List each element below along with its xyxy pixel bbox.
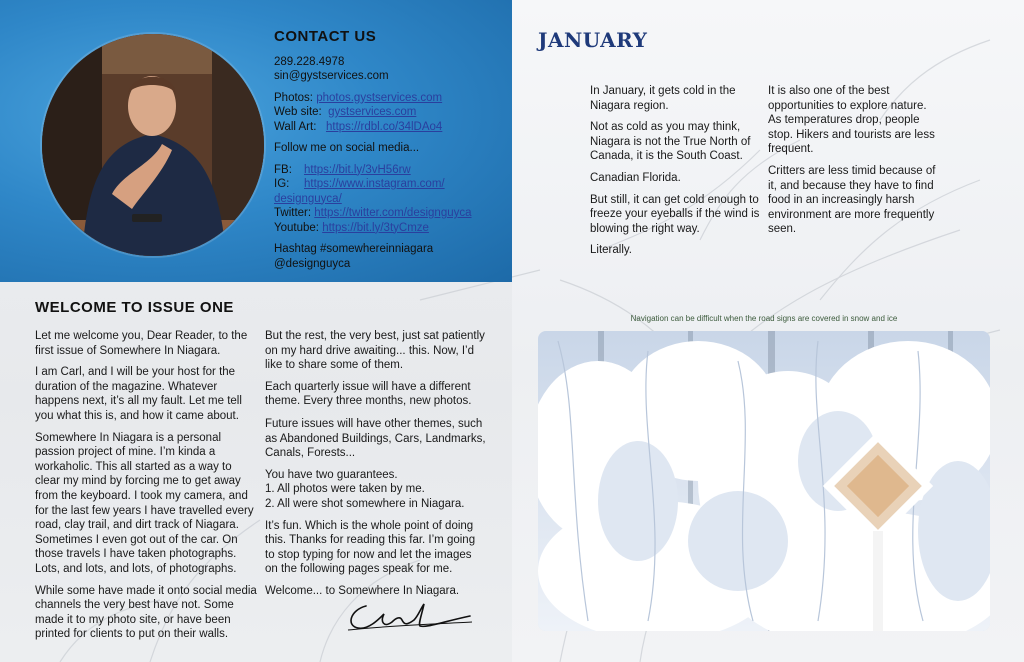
january-column-2 xyxy=(768,84,940,244)
january-title: JANUARY xyxy=(538,28,648,52)
paragraph: Canadian Florida. xyxy=(590,171,681,184)
snow-covered-sign-photo xyxy=(538,331,990,631)
website-link[interactable]: gystservices.com xyxy=(328,106,417,118)
contact-title: CONTACT US xyxy=(274,28,377,45)
fb-label: FB: xyxy=(274,163,292,176)
email-address: sin@gystservices.com xyxy=(274,70,389,82)
welcome-title: WELCOME TO ISSUE ONE xyxy=(35,299,234,316)
website-label: Web site: xyxy=(274,106,322,118)
paragraph: Somewhere In Niagara is a personal passion project of mine. I’m kinda a workaholic. This all started as a way to clear my mind by forcing me to get away from the keyboard. I took my camera, and for the last few years I have travelled every road, clay trail, and dirt track of Niagara. Sometimes I even got out of the car. On those travels I have taken photographs. Lots, and lots, and lots, of photographs. xyxy=(35,431,254,575)
photos-label: Photos: xyxy=(274,91,313,104)
paragraph: Literally. xyxy=(590,244,632,257)
hashtag-line: Hashtag #somewhereinniagara xyxy=(274,243,434,255)
guarantee-item: 2. All were shot somewhere in Niagara. xyxy=(265,497,465,510)
photos-link[interactable]: photos.gystservices.com xyxy=(316,91,443,104)
youtube-label: Youtube: xyxy=(274,221,319,234)
contact-panel xyxy=(0,0,512,282)
paragraph: Welcome... to Somewhere In Niagara. xyxy=(265,584,460,597)
contact-info xyxy=(274,30,504,271)
wallart-link[interactable]: https://rdbl.co/34lDAo4 xyxy=(325,120,443,133)
author-portrait xyxy=(42,34,264,256)
guarantee-item: 1. All photos were taken by me. xyxy=(265,483,425,496)
paragraph: Not as cold as you may think, Niagara is not the True North of Canada, it is the South Coast. xyxy=(590,121,751,163)
wallart-label: Wall Art: xyxy=(274,120,317,133)
paragraph: While some have made it onto social media channels the very best have not. Some made it to my photo site, or have been printed for clients to put on their walls. xyxy=(35,584,257,641)
paragraph: Each quarterly issue will have a different theme. Every three months, new photos. xyxy=(265,380,472,408)
paragraph: But still, it can get cold enough to freeze your eyeballs if the wind is blowing the right way. xyxy=(590,193,760,235)
january-column-1 xyxy=(590,84,762,265)
twitter-label: Twitter: xyxy=(274,207,312,219)
ig-link-continued[interactable]: designguyca/ xyxy=(274,192,342,205)
paragraph: But the rest, the very best, just sat patiently on my hard drive awaiting... this. Now, I’d like to share some of them. xyxy=(265,330,485,372)
paragraph: Let me welcome you, Dear Reader, to the first issue of Somewhere In Niagara. xyxy=(35,330,248,357)
paragraph: I am Carl, and I will be your host for the duration of the magazine. Whatever happens next, it’s all my fault. Let me tell you what this is, and how it came about. xyxy=(35,366,242,422)
paragraph: It’s fun. Which is the whole point of doing this. Thanks for reading this far. I’m going to stop typing for now and let the images on the following pages speak for me. xyxy=(265,519,476,576)
twitter-link[interactable]: https://twitter.com/designguyca xyxy=(314,207,472,219)
welcome-column-2 xyxy=(265,329,487,606)
photo-caption: Navigation can be difficult when the road signs are covered in snow and ice xyxy=(630,314,898,323)
paragraph: Future issues will have other themes, such as Abandoned Buildings, Cars, Landmarks, Canals, Forests... xyxy=(265,417,486,460)
handle-line: @designguyca xyxy=(274,257,351,270)
paragraph: In January, it gets cold in the Niagara region. xyxy=(590,85,736,112)
follow-text: Follow me on social media... xyxy=(274,142,420,154)
phone-number: 289.228.4978 xyxy=(274,55,345,68)
paragraph: Critters are less timid because of it, and because they have to find food in an increasingly harsh environment are more frequently seen. xyxy=(768,164,936,236)
paragraph: It is also one of the best opportunities to explore nature. As temperatures drop, people stop. Hikers and tourists are less frequent. xyxy=(768,85,935,156)
fb-link[interactable]: https://bit.ly/3vH56rw xyxy=(304,163,411,176)
welcome-column-1 xyxy=(35,329,257,649)
ig-label: IG: xyxy=(274,178,290,190)
ig-link[interactable]: https://www.instagram.com/ xyxy=(304,178,445,190)
signature xyxy=(344,596,474,636)
youtube-link[interactable]: https://bit.ly/3tyCmze xyxy=(322,221,429,234)
guarantee-intro: You have two guarantees. xyxy=(265,468,398,481)
